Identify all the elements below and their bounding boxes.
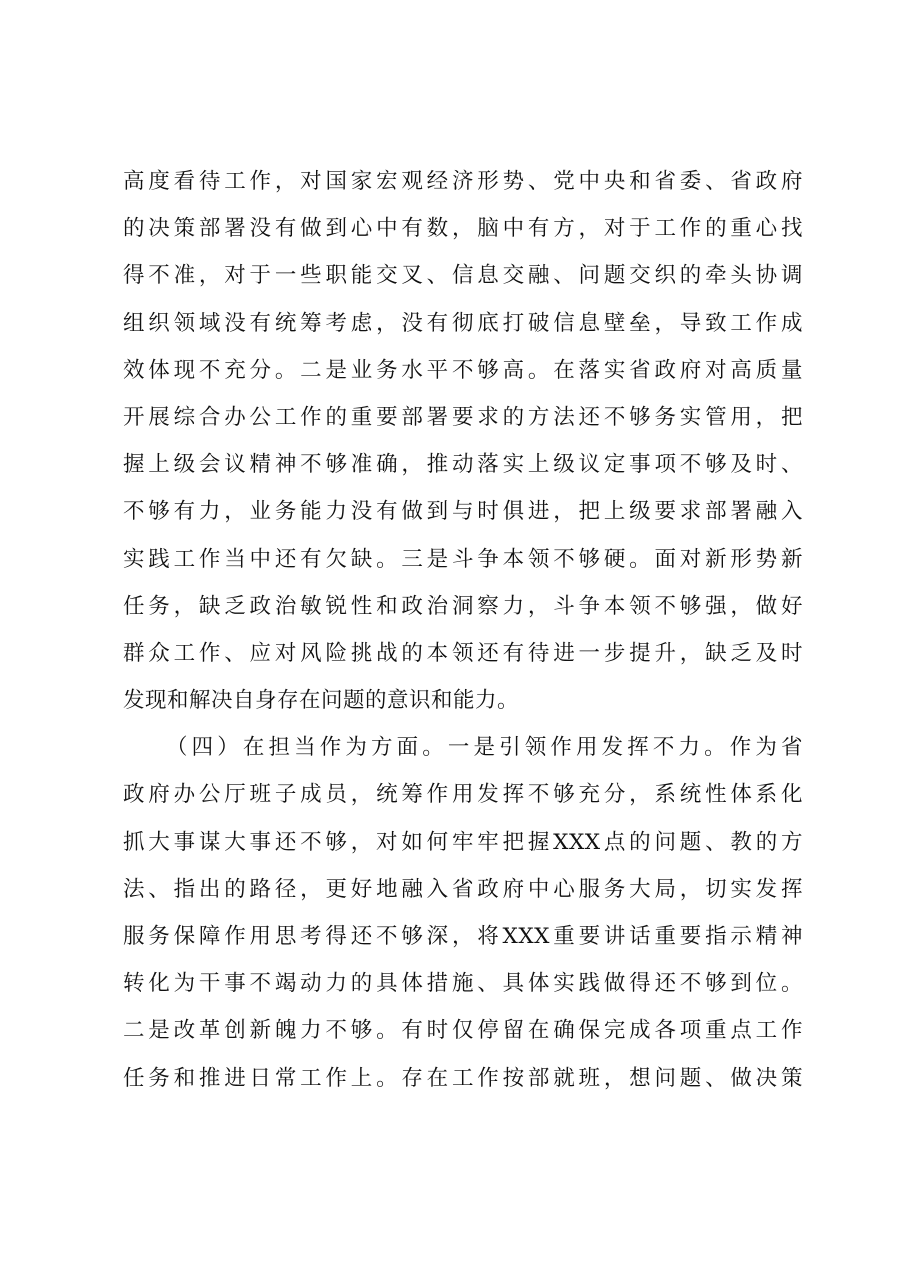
text-line: 法、指出的路径，更好地融入省政府中心服务大局，切实发挥 (123, 876, 803, 902)
text-line: 发现和解决自身存在问题的意识和能力。 (123, 688, 520, 714)
text-line: 二是改革创新魄力不够。有时仅停留在确保完成各项重点工作 (123, 1018, 803, 1044)
text-line: 不够有力，业务能力没有做到与时俱进，把上级要求部署融入 (123, 499, 803, 525)
text-line: 握上级会议精神不够准确，推动落实上级议定事项不够及时、 (123, 452, 803, 478)
section-heading-line: （四）在担当作为方面。一是引领作用发挥不力。作为省 (166, 735, 803, 761)
body-text (123, 158, 803, 1102)
text-line: 效体现不充分。二是业务水平不够高。在落实省政府对高质量 (123, 357, 803, 383)
text-line: 政府办公厅班子成员，统筹作用发挥不够充分，系统性体系化 (123, 782, 803, 808)
text-line: 任务和推进日常工作上。存在工作按部就班，想问题、做决策 (123, 1065, 803, 1091)
text-line: 服务保障作用思考得还不够深，将XXX重要讲话重要指示精神 (123, 924, 803, 949)
text-line: 组织领域没有统筹考虑，没有彻底打破信息壁垒，导致工作成 (123, 310, 803, 336)
text-line: 转化为干事不竭动力的具体措施、具体实践做得还不够到位。 (123, 971, 803, 997)
text-line: 开展综合办公工作的重要部署要求的方法还不够务实管用，把 (123, 404, 803, 430)
text-line: 任务，缺乏政治敏锐性和政治洞察力，斗争本领不够强，做好 (123, 593, 803, 619)
text-line: 得不准，对于一些职能交叉、信息交融、问题交织的牵头协调 (123, 263, 803, 289)
text-line: 实践工作当中还有欠缺。三是斗争本领不够硬。面对新形势新 (123, 546, 803, 572)
text-line: 群众工作、应对风险挑战的本领还有待进一步提升，缺乏及时 (123, 640, 803, 666)
text-line: 抓大事谋大事还不够，对如何牢牢把握XXX点的问题、教的方 (123, 829, 803, 855)
text-line: 的决策部署没有做到心中有数，脑中有方，对于工作的重心找 (123, 216, 803, 242)
text-line: 高度看待工作，对国家宏观经济形势、党中央和省委、省政府 (123, 169, 803, 194)
